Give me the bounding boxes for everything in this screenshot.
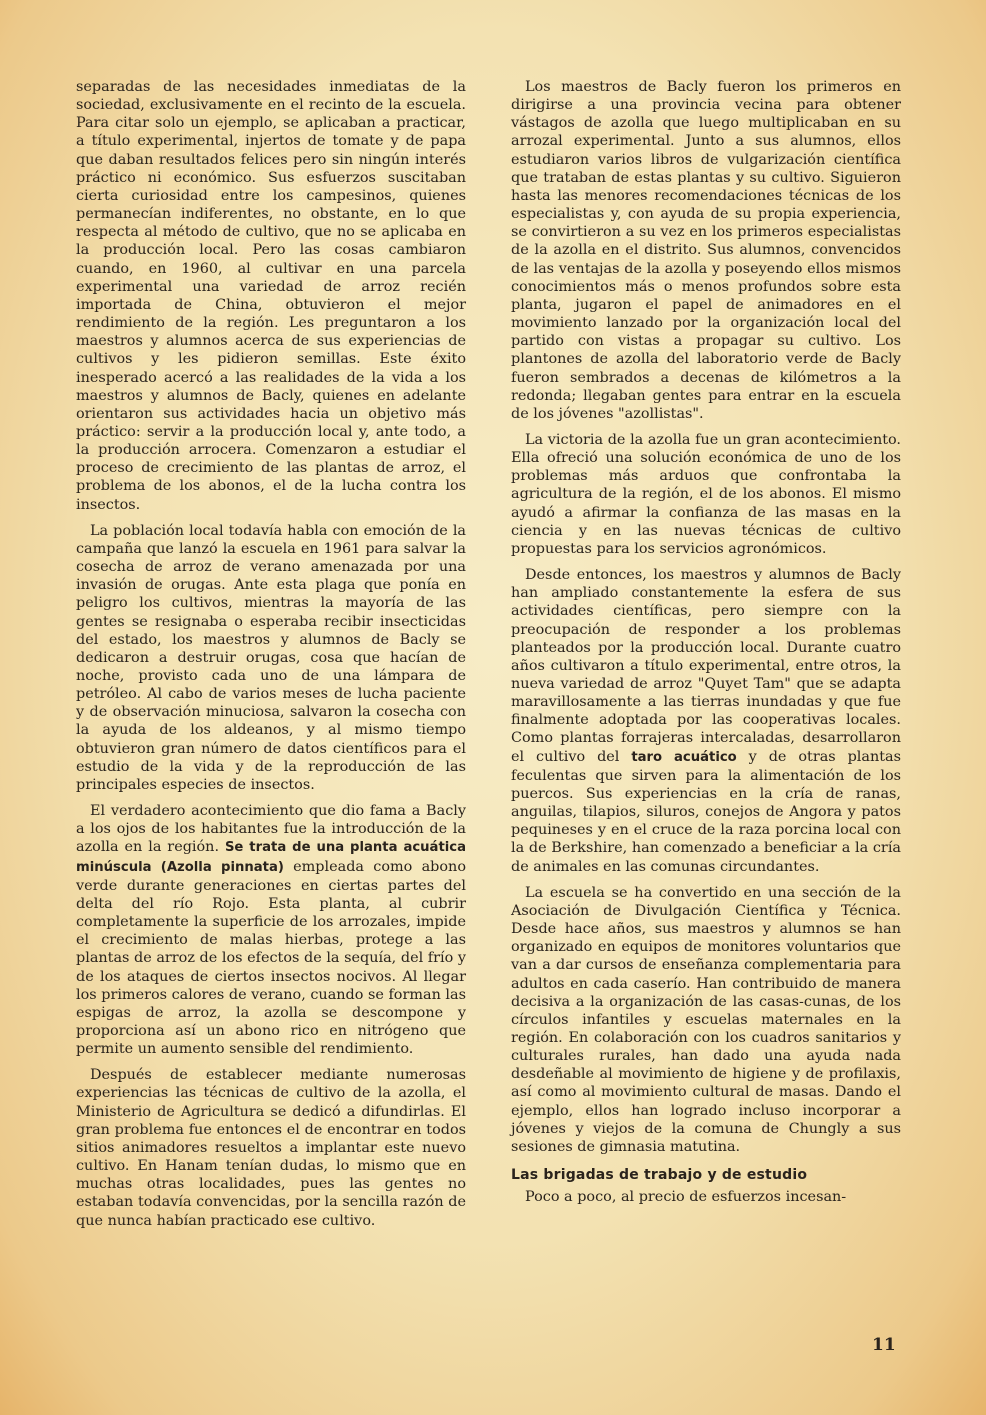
left-column (76, 78, 466, 1238)
paragraph: separadas de las necesidades inmediatas de la sociedad, exclusivamente en el recinto de la escuela. Para citar solo un ejemplo, se aplicaban a practicar, a título experimental, injertos de tomate y de papa que daban resultados felices pero sin ningún interés práctico ni económico. Sus esfuerzos suscitaban cierta curiosidad entre los campesinos, quienes permanecían indiferentes, no obstante, en lo que respecta al método de cultivo, que no se aplicaba en la producción local. Pero las cosas cambiaron cuando, en 1960, al cultivar en una parcela experimental una variedad de arroz recién importada de China, obtuvieron el mejor rendimiento de la región. Les preguntaron a los maestros y alumnos acerca de sus experiencias de cultivos y les pidieron semillas. Este éxito inesperado acercó a las realidades de la vida a los maestros y alumnos de Bacly, quienes en adelante orientaron sus actividades hacia un objetivo más práctico: servir a la producción local y, ante todo, a la producción arrocera. Comenzaron a estudiar el proceso de crecimiento de las plantas de arroz, el problema de los abonos, el de la lucha contra los insectos. (76, 79, 466, 513)
text-run: Desde entonces, los maestros y alumnos de Bacly han ampliado constantemente la esfera de sus actividades científicas, pero siempre con la preocupación de responder a los problemas planteados por la producción local. Durante cuatro años cultivaron a título experimental, entre otros, la nueva variedad de arroz "Quyet Tam" que se adapta maravillosamente a las tierras inundadas y que fue finalmente adoptada por las cooperativas locales. Como plantas forrajeras intercaladas, desarrollaron el cultivo del (511, 567, 901, 765)
page-number: 11 (872, 1335, 896, 1355)
paragraph: La escuela se ha convertido en una sección de la Asociación de Divulgación Científica y Técnica. Desde hace años, sus maestros y alumnos se han organizado en equipos de monitores voluntarios que van a dar cursos de enseñanza complementaria para adultos en cada caserío. Han contribuido de manera decisiva a la organización de las casas-cunas, de los círculos infantiles y escuelas maternales en la región. En colaboración con los cuadros sanitarios y culturales rurales, han dado una ayuda nada desdeñable al movimiento de higiene y de profilaxis, así como al movimiento cultural de masas. Dando el ejemplo, ellos han logrado incluso incorporar a jóvenes y viejos de la comuna de Chungly a sus sesiones de gimnasia matutina. (511, 884, 901, 1155)
paragraph: Después de establecer mediante numerosas experiencias las técnicas de cultivo de la azolla, el Ministerio de Agricultura se dedicó a difundirlas. El gran problema fue entonces el de encontrar en todos sitios animadores resueltos a implantar este nuevo cultivo. En Hanam tenían dudas, lo mismo que en muchas otras localidades, pues las gentes no estaban todavía convencidas, por la sencilla razón de que nunca habían practicado ese cultivo. (76, 1067, 466, 1229)
text-run: El verdadero acontecimiento que dio fama a Bacly a los ojos de los habitantes fue la introducción de la azolla en la región. (76, 803, 466, 856)
section-heading: Las brigadas de trabajo y de estudio (511, 1167, 808, 1184)
right-column (511, 78, 901, 1214)
paragraph (76, 802, 466, 1058)
paragraph: Poco a poco, al precio de esfuerzos incesan- (525, 1189, 847, 1206)
paragraph (511, 566, 901, 876)
paragraph: La victoria de la azolla fue un gran acontecimiento. Ella ofreció una solución económica de uno de los problemas más arduos que confrontaba la agricultura de la región, el de los abonos. El mismo ayudó a afirmar la confianza de las masas en la ciencia y en las nuevas técnicas de cultivo propuestas para los servicios agronómicos. (511, 431, 901, 557)
text-run: y de otras plantas feculentas que sirven para la alimentación de los puercos. Sus experiencias en la cría de ranas, anguilas, tilapios, siluros, conejos de Angora y patos pequineses y en el cruce de la raza porcina local con la de Berkshire, han comenzado a beneficiar a la cría de animales en las comunas circundantes. (511, 748, 901, 875)
bold-text-run: Se trata de una planta acuática minúscula (Azolla pinnata) (76, 840, 466, 875)
bold-text-run: taro acuático (631, 749, 737, 765)
paragraph: La población local todavía habla con emoción de la campaña que lanzó la escuela en 1961 para salvar la cosecha de arroz de verano amenazada por una invasión de orugas. Ante esta plaga que ponía en peligro los cultivos, mientras la mayoría de las gentes se resignaba o esperaba recibir insecticidas del estado, los maestros y alumnos de Bacly se dedicaron a destruir orugas, cosa que hacían de noche, provisto cada uno de una lámpara de petróleo. Al cabo de varios meses de lucha paciente y de observación minuciosa, salvaron la cosecha con la ayuda de los aldeanos, y al mismo tiempo obtuvieron gran número de datos científicos para el estudio de la vida y de la reproducción de las principales especies de insectos. (76, 522, 466, 793)
text-run: empleada como abono verde durante generaciones en ciertas partes del delta del río Rojo. Esta planta, al cubrir completamente la superficie de los arrozales, impide el crecimiento de malas hierbas, protege a las plantas de arroz de los efectos de la sequía, del frío y de los ataques de ciertos insectos nocivos. Al llegar los primeros calores de verano, cuando se forman las espigas de arroz, la azolla se descompone y proporciona así un abono rico en nitrógeno que permite un aumento sensible del rendimiento. (76, 858, 466, 1058)
paragraph: Los maestros de Bacly fueron los primeros en dirigirse a una provincia vecina para obtener vástagos de azolla que luego multiplicaban en su arrozal experimental. Junto a sus alumnos, ellos estudiaron varios libros de vulgarización científica que trataban de estas plantas y su cultivo. Siguieron hasta las menores recomendaciones técnicas de los especialistas y, con ayuda de su propia experiencia, se convirtieron a su vez en los primeros especialistas de la azolla en el distrito. Sus alumnos, convencidos de las ventajas de la azolla y poseyendo ellos mismos conocimientos más o menos profundos sobre esta planta, jugaron el papel de animadores en el movimiento lanzado por la organización local del partido con vistas a propagar su cultivo. Los plantones de azolla del laboratorio verde de Bacly fueron sembrados a decenas de kilómetros a la redonda; llegaban gentes para entrar en la escuela de los jóvenes "azollistas". (511, 79, 901, 422)
